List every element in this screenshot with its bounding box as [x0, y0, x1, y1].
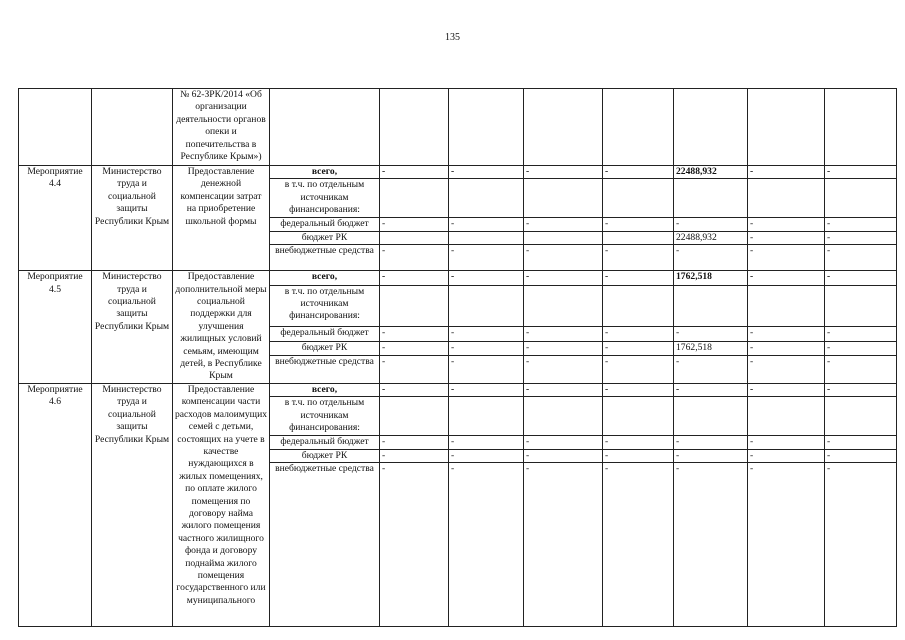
funding-source-cell: федеральный бюджет [270, 436, 380, 449]
funding-source-cell: внебюджетные средства [270, 463, 380, 627]
value-cell: - [603, 383, 674, 396]
value-cell: 1762,518 [674, 341, 748, 355]
value-cell: - [825, 231, 897, 244]
value-cell [603, 179, 674, 218]
value-cell: - [748, 436, 825, 449]
value-cell: - [603, 327, 674, 341]
value-cell: - [748, 356, 825, 384]
value-cell: - [825, 449, 897, 462]
funding-source-cell: федеральный бюджет [270, 218, 380, 231]
value-cell: - [524, 449, 603, 462]
value-cell: - [825, 245, 897, 271]
value-cell: - [524, 218, 603, 231]
value-cell [380, 231, 449, 244]
value-cell: - [748, 166, 825, 179]
value-cell: - [825, 436, 897, 449]
value-cell [380, 285, 449, 327]
page-number: 135 [445, 32, 460, 43]
value-cell: - [748, 327, 825, 341]
value-cell: - [674, 218, 748, 231]
funding-source-cell: бюджет РК [270, 449, 380, 462]
value-cell: - [674, 327, 748, 341]
value-cell: - [603, 463, 674, 627]
value-cell: - [380, 218, 449, 231]
value-cell: - [603, 449, 674, 462]
value-cell [449, 179, 524, 218]
funding-source-cell: внебюджетные средства [270, 245, 380, 271]
funding-source-cell: бюджет РК [270, 341, 380, 355]
value-cell: - [825, 166, 897, 179]
value-cell [825, 397, 897, 436]
funding-source-cell: в т.ч. по отдельным источникам финансирования: [270, 179, 380, 218]
funding-source-cell: федеральный бюджет [270, 327, 380, 341]
value-cell: - [449, 436, 524, 449]
value-cell: - [748, 463, 825, 627]
event-name-cell: Мероприятие 4.6 [19, 383, 92, 626]
funding-source-cell: всего, [270, 166, 380, 179]
value-cell [825, 285, 897, 327]
value-cell: - [524, 463, 603, 627]
value-cell: - [449, 356, 524, 384]
event-3-row [19, 383, 897, 396]
value-cell [449, 397, 524, 436]
value-cell [674, 397, 748, 436]
value-cell [524, 231, 603, 244]
value-cell: - [674, 463, 748, 627]
value-cell: - [380, 383, 449, 396]
value-cell: - [524, 356, 603, 384]
value-cell [524, 397, 603, 436]
value-cell: - [449, 218, 524, 231]
value-cell [674, 179, 748, 218]
value-cell: - [524, 327, 603, 341]
value-cell: - [748, 341, 825, 355]
value-cell: - [449, 245, 524, 271]
value-cell: - [825, 327, 897, 341]
value-cell: - [825, 356, 897, 384]
value-cell [748, 397, 825, 436]
event-name-cell: Мероприятие 4.5 [19, 271, 92, 384]
value-cell: - [449, 271, 524, 285]
executor-cell: Министерство труда и социальной защиты Республики Крым [92, 383, 173, 626]
value-cell: - [380, 341, 449, 355]
value-cell [524, 285, 603, 327]
value-cell [825, 179, 897, 218]
event-name-cell: Мероприятие 4.4 [19, 166, 92, 271]
value-cell [603, 285, 674, 327]
value-cell [380, 179, 449, 218]
value-cell: - [603, 436, 674, 449]
funding-source-cell: всего, [270, 383, 380, 396]
event-2-row [19, 271, 897, 285]
event-description-cell: Предоставление компенсации части расходов малоимущих семей с детьми, состоящих на учете в качестве нуждающихся в жилых помещениях, по оплате жилого помещения по договору найма жилого помещения частного жилищного фонда и договору поднайма жилого помещения государственного или муниципального [173, 383, 270, 626]
value-cell: - [603, 356, 674, 384]
value-cell [674, 285, 748, 327]
value-cell: - [449, 327, 524, 341]
value-cell: - [603, 341, 674, 355]
value-cell: - [449, 463, 524, 627]
value-cell: - [603, 271, 674, 285]
value-cell: - [748, 245, 825, 271]
value-cell: - [380, 327, 449, 341]
value-cell: - [603, 218, 674, 231]
value-cell: - [449, 449, 524, 462]
value-cell: - [524, 341, 603, 355]
value-cell: - [748, 231, 825, 244]
value-cell: - [748, 218, 825, 231]
value-cell: 22488,932 [674, 231, 748, 244]
value-cell [524, 179, 603, 218]
value-cell: - [603, 245, 674, 271]
value-cell: - [524, 271, 603, 285]
funding-source-cell: в т.ч. по отдельным источникам финансирования: [270, 397, 380, 436]
value-cell: - [380, 166, 449, 179]
value-cell [603, 231, 674, 244]
value-cell: - [825, 218, 897, 231]
value-cell: - [380, 436, 449, 449]
funding-source-cell: бюджет РК [270, 231, 380, 244]
value-cell: - [449, 166, 524, 179]
value-cell [603, 397, 674, 436]
executor-cell: Министерство труда и социальной защиты Республики Крым [92, 166, 173, 271]
value-cell: - [748, 449, 825, 462]
value-cell: - [825, 463, 897, 627]
value-cell: - [380, 463, 449, 627]
value-cell: - [825, 383, 897, 396]
value-cell [748, 285, 825, 327]
funding-source-cell: всего, [270, 271, 380, 285]
value-cell: - [825, 341, 897, 355]
value-cell: - [825, 271, 897, 285]
value-cell: - [449, 341, 524, 355]
value-cell: 1762,518 [674, 271, 748, 285]
value-cell: - [674, 449, 748, 462]
value-cell: - [380, 449, 449, 462]
funding-source-cell: внебюджетные средства [270, 356, 380, 384]
legal-basis-cell: № 62-ЗРК/2014 «Об организации деятельности органов опеки и попечительства в Республике Крым») [173, 89, 270, 166]
value-cell: - [674, 245, 748, 271]
value-cell: - [748, 271, 825, 285]
funding-source-cell: в т.ч. по отдельным источникам финансирования: [270, 285, 380, 327]
program-table [18, 88, 897, 627]
value-cell: - [674, 383, 748, 396]
value-cell: - [674, 356, 748, 384]
value-cell [449, 285, 524, 327]
continuation-row [19, 89, 897, 166]
event-1-row [19, 166, 897, 179]
value-cell [449, 231, 524, 244]
value-cell: - [524, 436, 603, 449]
value-cell: - [524, 166, 603, 179]
value-cell [748, 179, 825, 218]
value-cell: - [380, 356, 449, 384]
value-cell: - [603, 166, 674, 179]
value-cell: - [524, 245, 603, 271]
value-cell: 22488,932 [674, 166, 748, 179]
value-cell: - [674, 436, 748, 449]
value-cell: - [748, 383, 825, 396]
executor-cell: Министерство труда и социальной защиты Республики Крым [92, 271, 173, 384]
value-cell: - [449, 383, 524, 396]
event-description-cell: Предоставление дополнительной меры социальной поддержки для улучшения жилищных условий семьям, имеющим детей, в Республике Крым [173, 271, 270, 384]
event-description-cell: Предоставление денежной компенсации затрат на приобретение школьной формы [173, 166, 270, 271]
value-cell: - [380, 271, 449, 285]
value-cell [380, 397, 449, 436]
value-cell: - [524, 383, 603, 396]
value-cell: - [380, 245, 449, 271]
